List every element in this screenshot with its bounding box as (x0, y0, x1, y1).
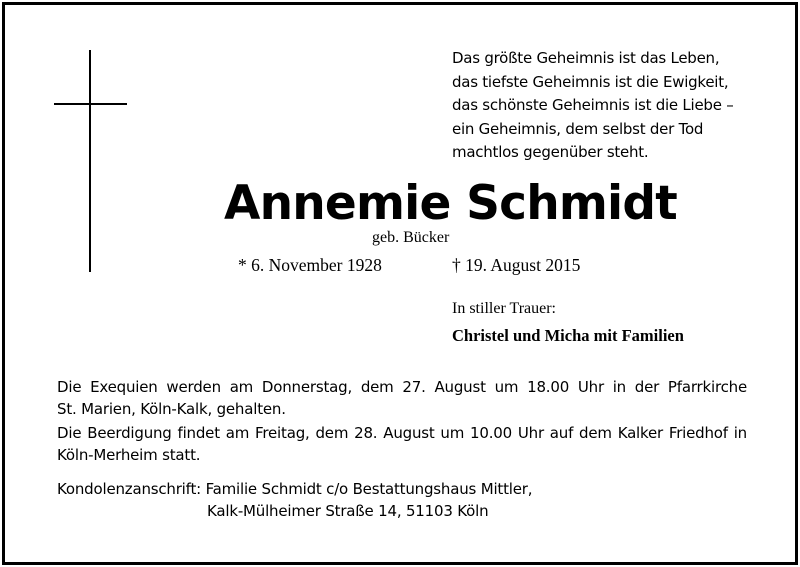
cross-icon-horizontal (54, 103, 127, 105)
poem (452, 47, 733, 165)
birth-date: * 6. November 1928 (238, 255, 382, 275)
mourning-label: In stiller Trauer: (452, 300, 556, 317)
poem-line: das schönste Geheimnis ist die Liebe – (452, 96, 734, 114)
burial-line: Die Beerdigung findet am Freitag, dem 28. August um 10.00 Uhr auf dem Kalker Friedhof in (57, 424, 747, 442)
burial-line: Köln-Merheim statt. (57, 446, 201, 464)
cross-icon-vertical (89, 50, 91, 272)
burial-paragraph (57, 422, 747, 466)
poem-line: Das größte Geheimnis ist das Leben, (452, 49, 720, 67)
deceased-name: Annemie Schmidt (224, 176, 677, 231)
exequien-line: St. Marien, Köln-Kalk, gehalten. (57, 400, 286, 418)
death-date: † 19. August 2015 (452, 255, 581, 275)
poem-line: das tiefste Geheimnis ist die Ewigkeit, (452, 72, 729, 91)
exequien-paragraph (57, 376, 747, 420)
exequien-line: Die Exequien werden am Donnerstag, dem 27. August um 18.00 Uhr in der Pfarrkirche (57, 378, 747, 396)
maiden-name: geb. Bücker (372, 229, 450, 246)
poem-line: ein Geheimnis, dem selbst der Tod (452, 119, 704, 138)
mourners: Christel und Micha mit Familien (452, 326, 684, 345)
condolence-line: Kondolenzanschrift: Familie Schmidt c/o Bestattungshaus Mittler, (57, 480, 533, 498)
condolence-line: Kalk-Mülheimer Straße 14, 51103 Köln (207, 502, 489, 520)
condolence-address (57, 478, 532, 522)
poem-line: machtlos gegenüber steht. (452, 143, 649, 161)
